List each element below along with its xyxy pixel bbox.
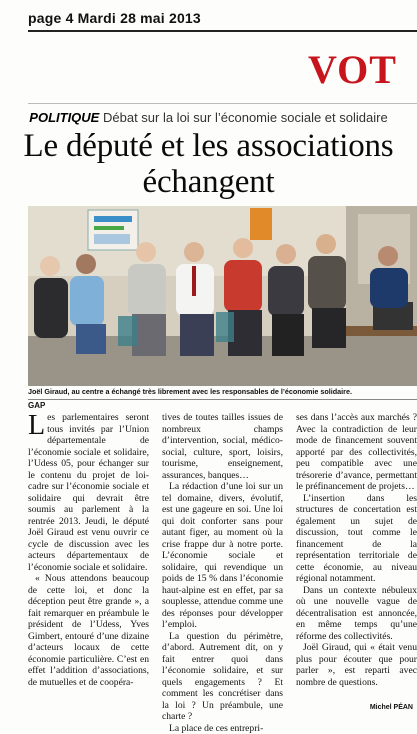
- photo-caption: Joël Giraud, au centre a échangé très librement avec les responsables de l’économie solidaire.: [28, 387, 417, 396]
- article-column-3: [296, 412, 417, 711]
- article-headline: [0, 128, 417, 200]
- header-rule: [28, 30, 417, 32]
- paragraph: tives de toutes tailles issues de nombreux champs d’intervention, social, médico-social, culture, sport, loisirs, tourisme, enseignement, assurances, banques…: [162, 412, 283, 481]
- paragraph: [28, 412, 149, 573]
- kicker-category: POLITIQUE: [29, 110, 99, 125]
- paragraph: La question du périmètre, d’abord. Autrement dit, on y fait entrer quoi dans l’économie solidaire, et sur quels engagements ? Et comment les concrétiser dans la loi ? Un préambule, une charte ?: [162, 631, 283, 723]
- paragraph: La place de ces entrepri-: [162, 723, 283, 734]
- kicker-text: Débat sur la loi sur l’économie sociale et solidaire: [103, 110, 388, 125]
- page-header: [0, 0, 417, 34]
- article-column-1: [28, 412, 149, 711]
- section-label: GAP: [28, 401, 45, 410]
- issue-date: Mardi 28 mai 2013: [78, 10, 201, 26]
- meeting-photo-illustration: [28, 206, 417, 386]
- article-photo: [28, 206, 417, 386]
- section-rule: [28, 399, 417, 400]
- paragraph: Joël Giraud, qui « était venu plus pour écouter que pour parler », est reparti avec nombre de questions.: [296, 642, 417, 688]
- paragraph: Dans un contexte nébuleux où une nouvelle vague de décentralisation est annoncée, en même temps qu’une réforme des collectivités.: [296, 585, 417, 643]
- article-column-2: [162, 412, 283, 711]
- article-kicker: [0, 110, 417, 125]
- paragraph: La rédaction d’une loi sur un tel domaine, divers, évolutif, est une gageure en soi. Une loi qui doit conforter sans pour autant figer, au moment où la crise frappe dur à notre porte. L’économie sociale et solidaire, qui revendique un poids de 15 % dans l’économie haut-alpine est en effet, par sa souplesse, attendue comme une des réponses pour développer l’emploi.: [162, 481, 283, 631]
- paragraph-text: es parlementaires seront tous invités par l’Union départementale de l’économie sociale et solidaire, l’Udess 05, pour échanger sur le contenu du projet de loi-cadre sur l’économie sociale et solidaire qui devrait être soumis au parlement à la rentrée 2013. Jeudi, le député Joël Giraud est venu ouvrir ce cycle de discussion avec les acteurs départementaux de l’économie sociale et solidaire.: [28, 412, 149, 573]
- headline-line-2: échangent: [0, 164, 417, 200]
- dropcap: L: [28, 414, 45, 437]
- headline-line-1: Le député et les associations: [0, 128, 417, 164]
- paragraph: L’insertion dans les structures de concertation est également un sujet de discussion, tout comme le financement de la représentation territoriale de cette économie, au niveau régional notamment.: [296, 493, 417, 585]
- page-number: page 4: [28, 10, 74, 26]
- article-body: [28, 412, 417, 711]
- paragraph: « Nous attendons beaucoup de cette loi, et donc la déception peut être grande », a fait remarquer en préambule le président de l’Udess, Yves Gimbert, entouré d’une dizaine d’acteurs locaux de cette économie particulière. C’est en effet l’addition d’associations, de mutuelles et de coopéra-: [28, 573, 149, 688]
- kicker-rule: [28, 103, 417, 104]
- page-number-and-date: [28, 10, 201, 26]
- author-signature: Michel PÉAN: [370, 704, 413, 711]
- newspaper-brand: VOT: [308, 50, 397, 90]
- paragraph: ses dans l’accès aux marchés ? Avec la contradiction de leur mode de financement souvent apporté par des collectivités, peu compatible avec une trésorerie d’avance, permettant le préfinancement de projets…: [296, 412, 417, 493]
